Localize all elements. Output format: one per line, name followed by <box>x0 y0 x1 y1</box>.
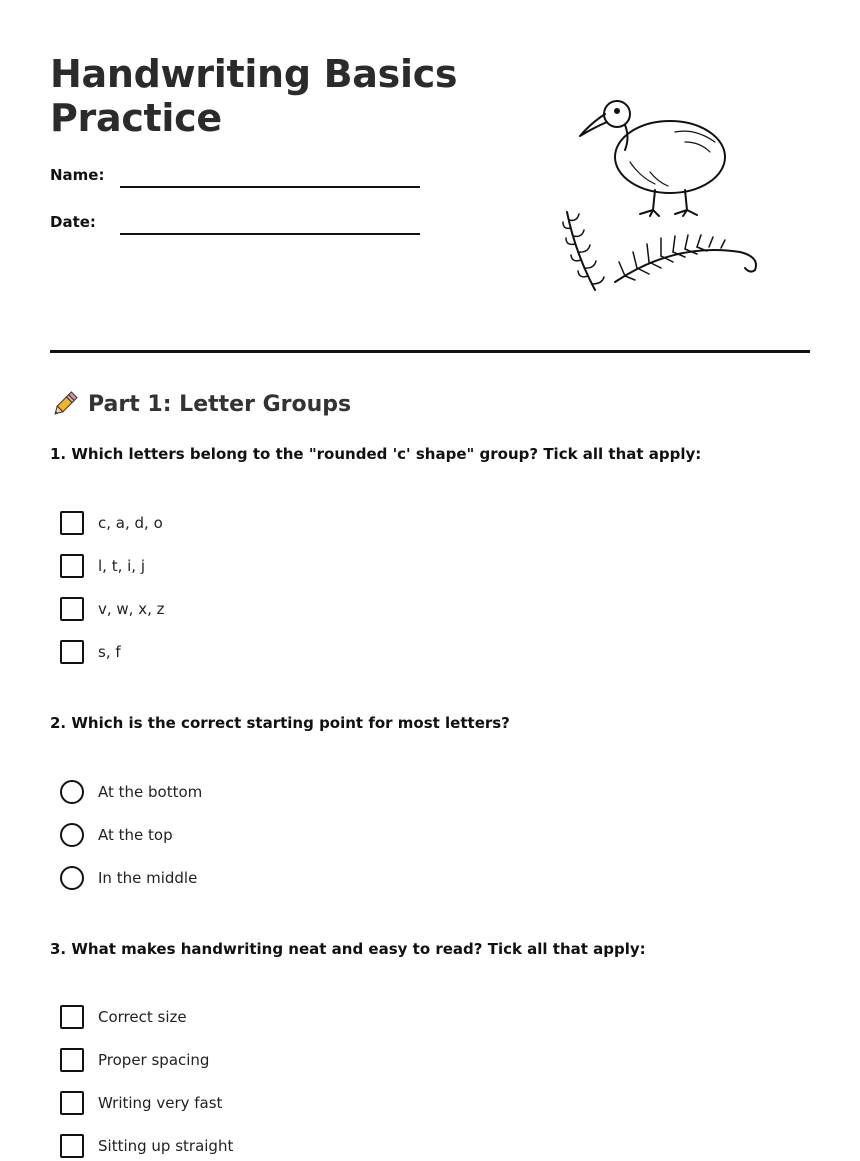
option-label: l, t, i, j <box>98 557 145 575</box>
q3-option-2[interactable] <box>60 1048 209 1072</box>
option-label: c, a, d, o <box>98 514 163 532</box>
q3-option-1[interactable] <box>60 1005 187 1029</box>
kiwi-bird-and-fern-illustration <box>555 92 770 302</box>
radio-button[interactable] <box>60 823 84 847</box>
name-label: Name: <box>50 166 105 184</box>
option-label: v, w, x, z <box>98 600 165 618</box>
checkbox[interactable] <box>60 1048 84 1072</box>
question-1: 1. Which letters belong to the "rounded 'c' shape" group? Tick all that apply: <box>50 445 702 463</box>
q1-option-2[interactable] <box>60 554 145 578</box>
option-label: Sitting up straight <box>98 1137 234 1155</box>
option-label: Proper spacing <box>98 1051 210 1069</box>
section-title: Part 1: Letter Groups <box>88 391 352 417</box>
pencil-icon <box>50 389 80 419</box>
checkbox[interactable] <box>60 640 84 664</box>
page-title: Handwriting Basics Practice <box>50 52 458 140</box>
q3-option-3[interactable] <box>60 1091 222 1115</box>
checkbox[interactable] <box>60 1005 84 1029</box>
q2-option-2[interactable] <box>60 823 173 847</box>
option-label: At the top <box>98 826 173 844</box>
checkbox[interactable] <box>60 1134 84 1158</box>
question-2: 2. Which is the correct starting point for most letters? <box>50 714 510 732</box>
radio-button[interactable] <box>60 780 84 804</box>
name-input-line[interactable] <box>120 186 420 188</box>
q1-option-3[interactable] <box>60 597 165 621</box>
q2-option-1[interactable] <box>60 780 202 804</box>
q2-option-3[interactable] <box>60 866 197 890</box>
q1-option-4[interactable] <box>60 640 121 664</box>
q1-option-1[interactable] <box>60 511 163 535</box>
checkbox[interactable] <box>60 1091 84 1115</box>
checkbox[interactable] <box>60 597 84 621</box>
section-heading <box>50 389 351 419</box>
section-divider <box>50 350 810 353</box>
checkbox[interactable] <box>60 554 84 578</box>
radio-button[interactable] <box>60 866 84 890</box>
option-label: In the middle <box>98 869 198 887</box>
question-3: 3. What makes handwriting neat and easy to read? Tick all that apply: <box>50 940 646 958</box>
q3-option-4[interactable] <box>60 1134 233 1158</box>
option-label: s, f <box>98 643 121 661</box>
option-label: Writing very fast <box>98 1094 223 1112</box>
checkbox[interactable] <box>60 511 84 535</box>
option-label: Correct size <box>98 1008 187 1026</box>
date-input-line[interactable] <box>120 233 420 235</box>
date-label: Date: <box>50 213 96 231</box>
option-label: At the bottom <box>98 783 203 801</box>
